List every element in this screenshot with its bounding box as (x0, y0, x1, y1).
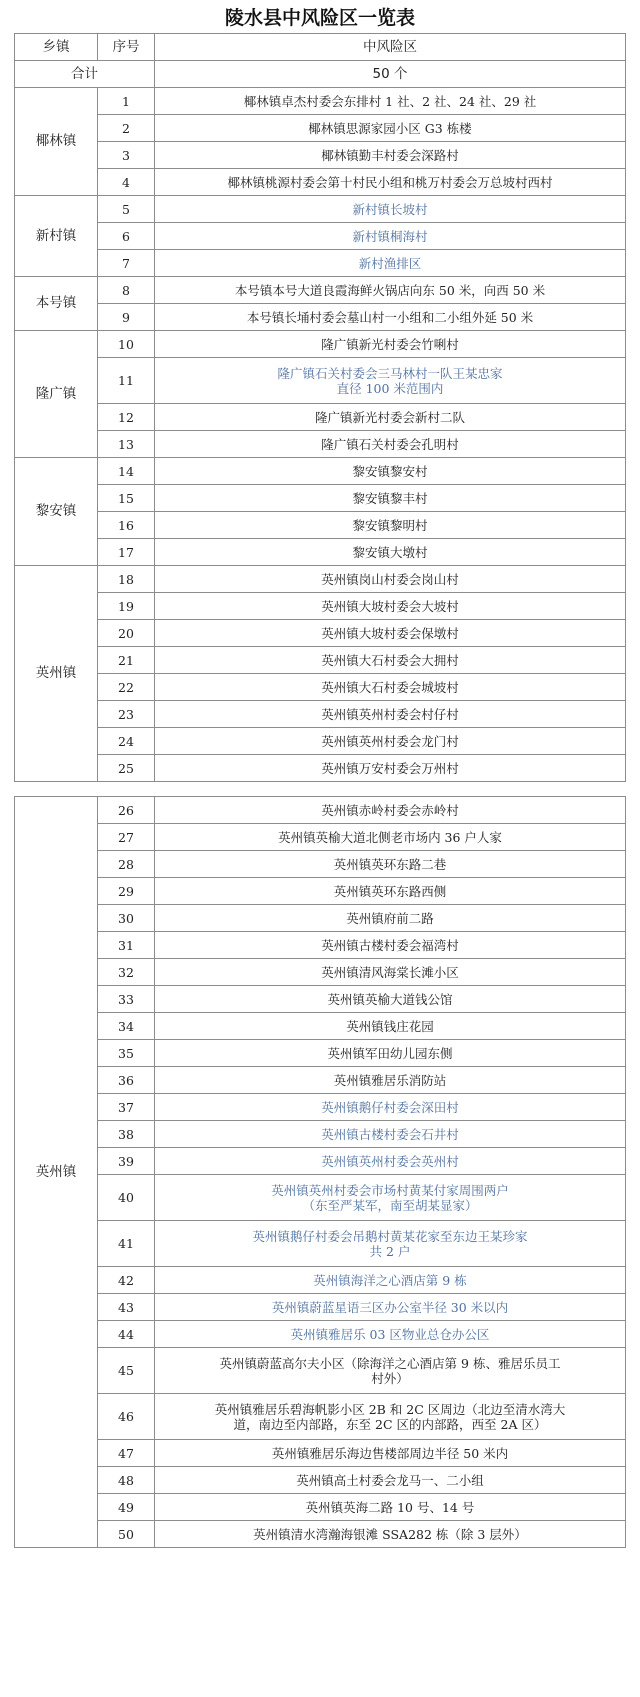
table-row (15, 331, 626, 358)
area-cell: 英州镇英州村委会龙门村 (155, 728, 626, 755)
table-row (15, 1348, 626, 1394)
seq-cell: 1 (98, 88, 155, 115)
table-row (15, 1094, 626, 1121)
table-row (15, 1013, 626, 1040)
seq-cell: 10 (98, 331, 155, 358)
area-cell: 英州镇英环东路西侧 (155, 878, 626, 905)
area-cell: 英州镇英榆大道钱公馆 (155, 986, 626, 1013)
area-cell: 黎安镇黎丰村 (155, 485, 626, 512)
area-cell: 英州镇古楼村委会石井村 (155, 1121, 626, 1148)
seq-cell: 40 (98, 1175, 155, 1221)
area-cell: 隆广镇新光村委会新村二队 (155, 404, 626, 431)
area-cell: 英州镇雅居乐海边售楼部周边半径 50 米内 (155, 1440, 626, 1467)
area-cell: 英州镇钱庄花园 (155, 1013, 626, 1040)
seq-cell: 47 (98, 1440, 155, 1467)
town-cell: 本号镇 (15, 277, 98, 331)
area-cell: 新村镇桐海村 (155, 223, 626, 250)
header-seq: 序号 (98, 34, 155, 61)
area-cell: 英州镇雅居乐 03 区物业总仓办公区 (155, 1321, 626, 1348)
seq-cell: 3 (98, 142, 155, 169)
table-row (15, 674, 626, 701)
area-cell: 英州镇清风海棠长滩小区 (155, 959, 626, 986)
seq-cell: 32 (98, 959, 155, 986)
seq-cell: 48 (98, 1467, 155, 1494)
table-row (15, 1494, 626, 1521)
table-row (15, 1440, 626, 1467)
table-row (15, 1394, 626, 1440)
table-row (15, 797, 626, 824)
seq-cell: 44 (98, 1321, 155, 1348)
table-row (15, 1321, 626, 1348)
table-row (15, 824, 626, 851)
table-row (15, 250, 626, 277)
area-cell: 新村渔排区 (155, 250, 626, 277)
seq-cell: 26 (98, 797, 155, 824)
table-row (15, 932, 626, 959)
area-cell: 黎安镇黎安村 (155, 458, 626, 485)
seq-cell: 23 (98, 701, 155, 728)
area-cell: 英州镇高土村委会龙马一、二小组 (155, 1467, 626, 1494)
table-row (15, 1267, 626, 1294)
seq-cell: 25 (98, 755, 155, 782)
area-cell: 英州镇大坡村委会大坡村 (155, 593, 626, 620)
area-cell: 椰林镇桃源村委会第十村民小组和桃万村委会万总坡村西村 (155, 169, 626, 196)
seq-cell: 50 (98, 1521, 155, 1548)
seq-cell: 11 (98, 358, 155, 404)
seq-cell: 24 (98, 728, 155, 755)
table-row (15, 539, 626, 566)
seq-cell: 49 (98, 1494, 155, 1521)
risk-area-table-part2 (14, 796, 626, 1548)
area-cell: 英州镇英海二路 10 号、14 号 (155, 1494, 626, 1521)
area-cell: 本号镇本号大道良霞海鲜火锅店向东 50 米，向西 50 米 (155, 277, 626, 304)
seq-cell: 16 (98, 512, 155, 539)
seq-cell: 7 (98, 250, 155, 277)
table-row (15, 512, 626, 539)
area-cell: 英州镇英榆大道北侧老市场内 36 户人家 (155, 824, 626, 851)
header-town: 乡镇 (15, 34, 98, 61)
area-cell: 英州镇赤岭村委会赤岭村 (155, 797, 626, 824)
seq-cell: 35 (98, 1040, 155, 1067)
table-row (15, 701, 626, 728)
seq-cell: 19 (98, 593, 155, 620)
seq-cell: 39 (98, 1148, 155, 1175)
total-value: 50 个 (155, 61, 626, 88)
table-row (15, 878, 626, 905)
area-cell: 英州镇英州村委会市场村黄某付家周围两户 （东至严某军，南至胡某显家） (155, 1175, 626, 1221)
area-cell: 黎安镇大墩村 (155, 539, 626, 566)
seq-cell: 6 (98, 223, 155, 250)
seq-cell: 5 (98, 196, 155, 223)
seq-cell: 29 (98, 878, 155, 905)
seq-cell: 36 (98, 1067, 155, 1094)
area-cell: 英州镇大坡村委会保墩村 (155, 620, 626, 647)
seq-cell: 31 (98, 932, 155, 959)
area-cell: 英州镇英州村委会英州村 (155, 1148, 626, 1175)
area-cell: 英州镇大石村委会城坡村 (155, 674, 626, 701)
seq-cell: 42 (98, 1267, 155, 1294)
table-row (15, 986, 626, 1013)
seq-cell: 4 (98, 169, 155, 196)
table-row (15, 1175, 626, 1221)
table-row (15, 1067, 626, 1094)
seq-cell: 9 (98, 304, 155, 331)
seq-cell: 2 (98, 115, 155, 142)
table-row (15, 304, 626, 331)
table-row (15, 755, 626, 782)
area-cell: 英州镇大石村委会大拥村 (155, 647, 626, 674)
seq-cell: 30 (98, 905, 155, 932)
area-cell: 英州镇雅居乐消防站 (155, 1067, 626, 1094)
table-row (15, 647, 626, 674)
seq-cell: 28 (98, 851, 155, 878)
area-cell: 隆广镇石关村委会三马林村一队王某忠家 直径 100 米范围内 (155, 358, 626, 404)
seq-cell: 20 (98, 620, 155, 647)
area-cell: 英州镇府前二路 (155, 905, 626, 932)
area-cell: 英州镇鹅仔村委会吊鹅村黄某花家至东边王某珍家 共 2 户 (155, 1221, 626, 1267)
town-cell: 英州镇 (15, 797, 98, 1548)
area-cell: 英州镇古楼村委会福湾村 (155, 932, 626, 959)
area-cell: 英州镇万安村委会万州村 (155, 755, 626, 782)
town-cell: 英州镇 (15, 566, 98, 782)
town-cell: 隆广镇 (15, 331, 98, 458)
total-row (15, 61, 626, 88)
area-cell: 英州镇海洋之心酒店第 9 栋 (155, 1267, 626, 1294)
table-row (15, 404, 626, 431)
area-cell: 椰林镇勤丰村委会深路村 (155, 142, 626, 169)
total-label: 合计 (15, 61, 155, 88)
table-row (15, 223, 626, 250)
area-cell: 本号镇长埇村委会墓山村一小组和二小组外延 50 米 (155, 304, 626, 331)
area-cell: 英州镇清水湾瀚海银滩 SSA282 栋（除 3 层外） (155, 1521, 626, 1548)
table-row (15, 905, 626, 932)
table-row (15, 277, 626, 304)
town-cell: 新村镇 (15, 196, 98, 277)
seq-cell: 12 (98, 404, 155, 431)
table-header-row (15, 34, 626, 61)
area-cell: 英州镇蔚蓝高尔夫小区（除海洋之心酒店第 9 栋、雅居乐员工 村外） (155, 1348, 626, 1394)
header-area: 中风险区 (155, 34, 626, 61)
area-cell: 英州镇岗山村委会岗山村 (155, 566, 626, 593)
table-row (15, 1221, 626, 1267)
table-row (15, 593, 626, 620)
seq-cell: 15 (98, 485, 155, 512)
area-cell: 新村镇长坡村 (155, 196, 626, 223)
table-row (15, 431, 626, 458)
area-cell: 黎安镇黎明村 (155, 512, 626, 539)
town-cell: 黎安镇 (15, 458, 98, 566)
area-cell: 英州镇英环东路二巷 (155, 851, 626, 878)
seq-cell: 8 (98, 277, 155, 304)
seq-cell: 21 (98, 647, 155, 674)
seq-cell: 13 (98, 431, 155, 458)
table-row (15, 142, 626, 169)
table-row (15, 620, 626, 647)
area-cell: 英州镇英州村委会村仔村 (155, 701, 626, 728)
seq-cell: 45 (98, 1348, 155, 1394)
seq-cell: 43 (98, 1294, 155, 1321)
area-cell: 椰林镇卓杰村委会东排村 1 社、2 社、24 社、29 社 (155, 88, 626, 115)
risk-area-table-part1 (14, 33, 626, 782)
area-cell: 英州镇雅居乐碧海帆影小区 2B 和 2C 区周边（北边至清水湾大 道，南边至内部路，东至 2C 区的内部路，西至 2A 区） (155, 1394, 626, 1440)
table-row (15, 728, 626, 755)
table-row (15, 458, 626, 485)
table-row (15, 196, 626, 223)
table-row (15, 566, 626, 593)
table-row (15, 1467, 626, 1494)
table-row (15, 1148, 626, 1175)
town-cell: 椰林镇 (15, 88, 98, 196)
table-row (15, 358, 626, 404)
seq-cell: 38 (98, 1121, 155, 1148)
seq-cell: 14 (98, 458, 155, 485)
area-cell: 隆广镇新光村委会竹唎村 (155, 331, 626, 358)
area-cell: 英州镇鹅仔村委会深田村 (155, 1094, 626, 1121)
table-row (15, 169, 626, 196)
table-row (15, 1121, 626, 1148)
seq-cell: 18 (98, 566, 155, 593)
seq-cell: 17 (98, 539, 155, 566)
table-row (15, 1040, 626, 1067)
table-row (15, 851, 626, 878)
seq-cell: 33 (98, 986, 155, 1013)
seq-cell: 34 (98, 1013, 155, 1040)
table-row (15, 1294, 626, 1321)
table-row (15, 88, 626, 115)
seq-cell: 37 (98, 1094, 155, 1121)
table-row (15, 1521, 626, 1548)
seq-cell: 27 (98, 824, 155, 851)
area-cell: 隆广镇石关村委会孔明村 (155, 431, 626, 458)
seq-cell: 46 (98, 1394, 155, 1440)
table-row (15, 115, 626, 142)
table-row (15, 485, 626, 512)
seq-cell: 22 (98, 674, 155, 701)
document-title: 陵水县中风险区一览表 (224, 7, 415, 29)
area-cell: 椰林镇思源家园小区 G3 栋楼 (155, 115, 626, 142)
area-cell: 英州镇军田幼儿园东侧 (155, 1040, 626, 1067)
table-row (15, 959, 626, 986)
seq-cell: 41 (98, 1221, 155, 1267)
area-cell: 英州镇蔚蓝星语三区办公室半径 30 米以内 (155, 1294, 626, 1321)
